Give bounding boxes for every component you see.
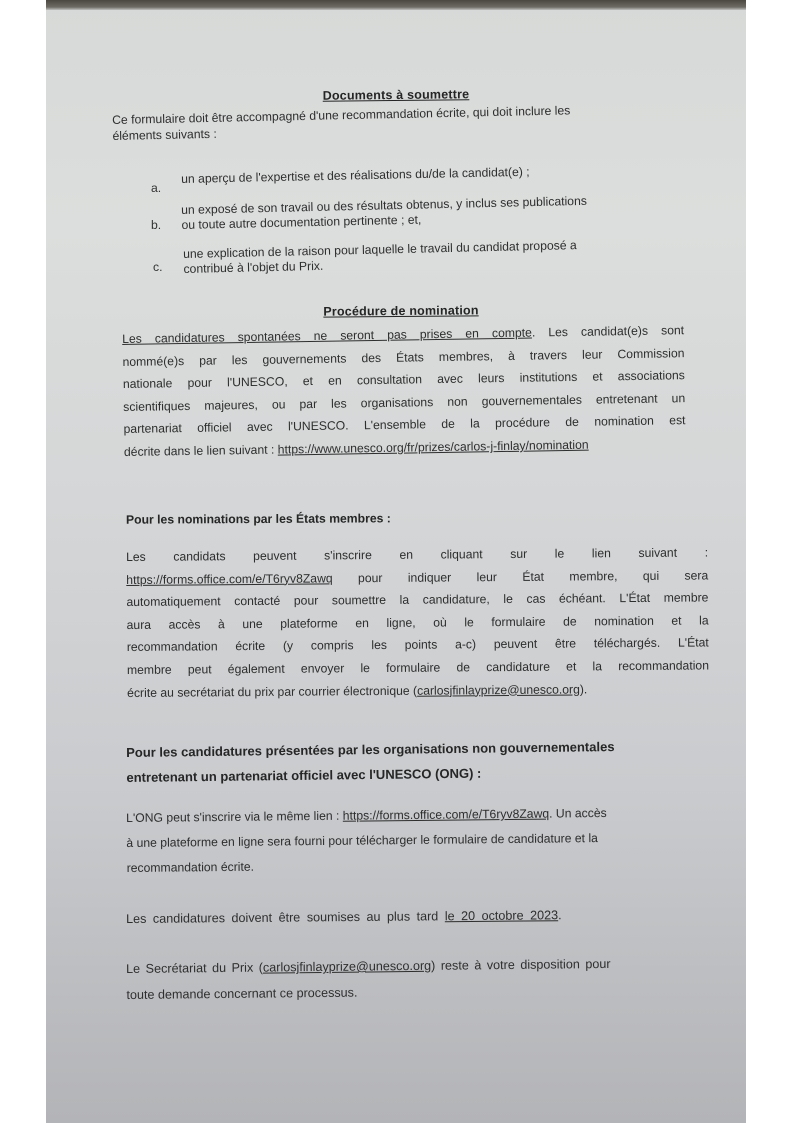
nomination-link[interactable]: https://www.unesco.org/fr/prizes/carlos-j-finlay/nomination	[277, 437, 589, 457]
list-item	[181, 194, 587, 232]
deadline-text: .	[558, 908, 562, 923]
procedure-text: . Les candidat(e)s sont	[531, 323, 685, 340]
ngo-text: L'ONG peut s'inscrire via le même lien :	[126, 808, 343, 825]
ngo-paragraph	[126, 800, 727, 881]
list-item-label: c.	[153, 260, 163, 274]
list-item-text: un aperçu de l'expertise et des réalisations du/de la candidat(e) ;	[181, 164, 530, 186]
section-title-documents: Documents à soumettre	[322, 87, 470, 103]
list-item-text: un exposé de son travail ou des résultats obtenus, y inclus ses publications	[181, 193, 588, 217]
procedure-paragraph	[122, 319, 686, 463]
procedure-line: scientifiques majeures, ou par les organisations non gouvernementales entretenant un	[123, 390, 686, 414]
ngo-heading-line: entretenant un partenariat officiel avec l'UNESCO (ONG) :	[126, 765, 482, 785]
member-states-line: aura accès à une plateforme en ligne, où le formulaire de nomination et la	[126, 613, 709, 632]
ngo-heading	[126, 733, 727, 790]
no-spontaneous-notice: Les candidatures spontanées ne seront pas prises en compte	[122, 325, 532, 346]
contact-text: Le Secrétariat du Prix (	[126, 960, 263, 976]
member-states-text: pour indiquer leur État membre, qui sera	[332, 568, 709, 585]
intro-line-1: Ce formulaire doit être accompagné d'une recommandation écrite, qui doit inclure les	[112, 103, 571, 127]
procedure-text: décrite dans le lien suivant :	[123, 442, 278, 459]
forms-link[interactable]: https://forms.office.com/e/T6ryv8Zawq	[126, 570, 333, 587]
list-item-text: une explication de la raison pour laquelle le travail du candidat proposé a	[183, 238, 577, 261]
member-states-line: recommandation écrite (y compris les points a-c) peuvent être téléchargés. L'État	[126, 635, 709, 655]
contact-line	[126, 951, 611, 982]
ngo-line: recommandation écrite.	[126, 859, 255, 875]
contact-line: toute demande concernant ce processus.	[126, 985, 358, 1002]
member-states-text: écrite au secrétariat du prix par courrier électronique (	[127, 683, 418, 700]
ngo-heading-line: Pour les candidatures présentées par les organisations non gouvernementales	[126, 739, 615, 760]
procedure-line: nationale pour l'UNESCO, et en consultation avec leurs institutions et associations	[122, 368, 685, 392]
member-states-heading: Pour les nominations par les États membres :	[125, 511, 391, 527]
deadline-date: le 20 octobre 2023	[444, 908, 559, 924]
list-item	[183, 238, 577, 276]
member-states-line: membre peut également envoyer le formulaire de candidature et la recommandation	[126, 658, 710, 677]
list-item-text: ou toute autre documentation pertinente ; et,	[181, 212, 422, 232]
member-states-line: automatiquement contacté pour soumettre la candidature, le cas échéant. L'État membre	[126, 590, 709, 610]
ngo-forms-link[interactable]: https://forms.office.com/e/T6ryv8Zawq	[342, 806, 550, 823]
deadline-line	[126, 908, 562, 926]
email-link[interactable]: carlosjfinlayprize@unesco.org	[417, 682, 580, 698]
member-states-text: ).	[579, 681, 588, 697]
contact-text: ) reste à votre disposition pour	[431, 956, 611, 973]
contact-paragraph	[126, 951, 611, 1008]
documents-intro	[112, 103, 571, 143]
member-states-line: Les candidats peuvent s'inscrire en cliquant sur le lien suivant :	[126, 545, 709, 564]
section-title-procedure: Procédure de nomination	[323, 303, 479, 319]
procedure-line: partenariat officiel avec l'UNESCO. L'ensemble de la procédure de nomination est	[123, 413, 686, 437]
ngo-line: à une plateforme en ligne sera fourni pour télécharger le formulaire de candidature et la	[126, 831, 598, 850]
list-item-label: a.	[151, 181, 162, 195]
list-item-label: b.	[151, 218, 162, 232]
document-page	[46, 0, 746, 1123]
procedure-line: nommé(e)s par les gouvernements des États membres, à travers leur Commission	[122, 345, 685, 369]
intro-line-2: éléments suivants :	[112, 126, 217, 143]
member-states-line	[127, 677, 709, 704]
list-item	[181, 165, 530, 186]
contact-email-link[interactable]: carlosjfinlayprize@unesco.org	[262, 958, 432, 975]
member-states-paragraph	[126, 541, 709, 704]
document-photo	[46, 0, 746, 1123]
list-item-text: contribué à l'objet du Prix.	[183, 258, 324, 276]
ngo-text: . Un accès	[549, 805, 607, 821]
deadline-text: Les candidatures doivent être soumises au plus tard	[126, 909, 445, 926]
